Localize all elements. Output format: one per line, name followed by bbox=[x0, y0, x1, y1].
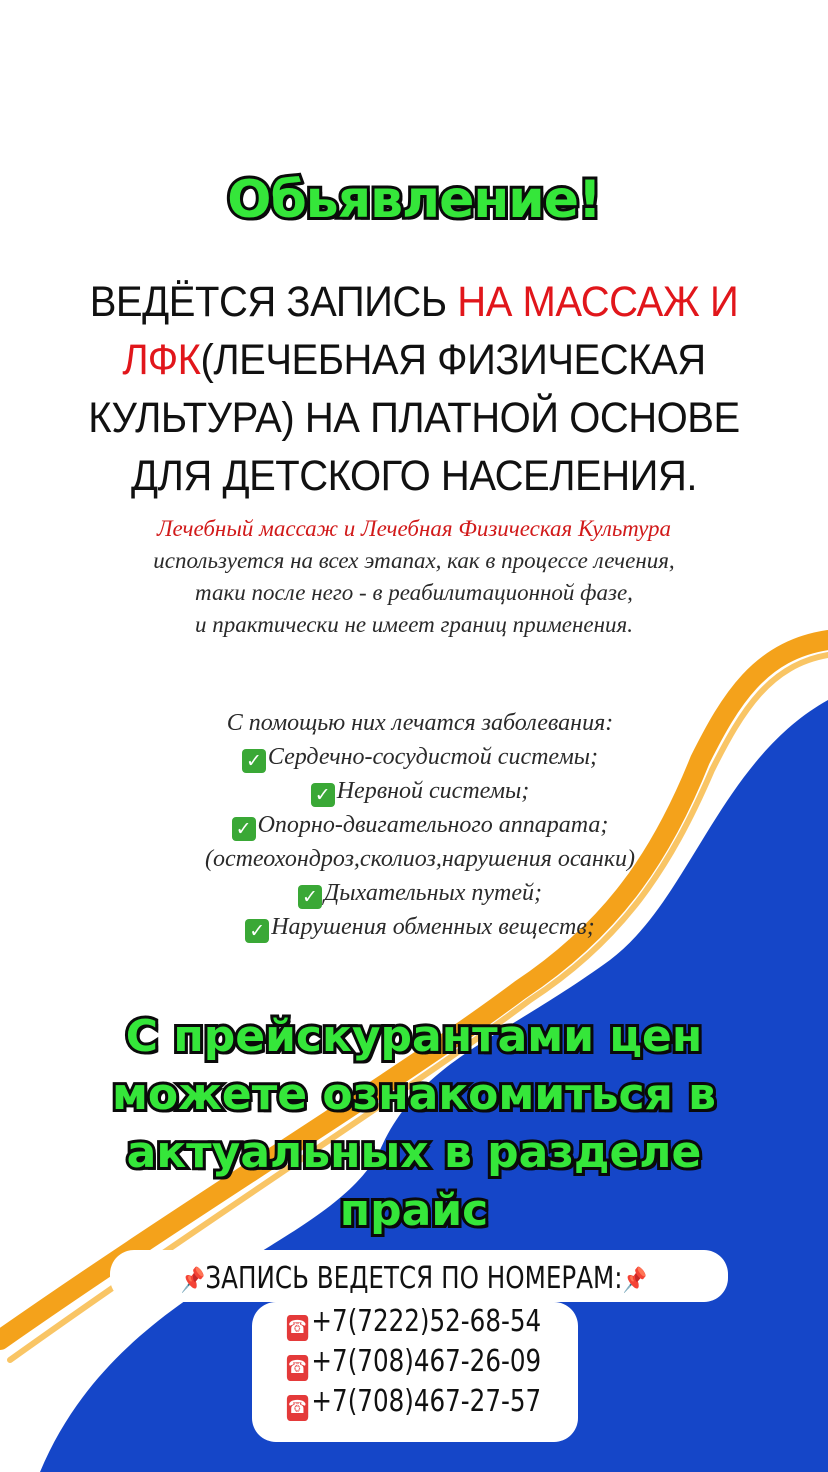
phone-row[interactable] bbox=[75, 1305, 754, 1341]
price-line: прайс bbox=[339, 1185, 489, 1236]
disease-label: Нарушения обменных веществ; bbox=[271, 914, 595, 940]
announce-line3: КУЛЬТУРА) НА ПЛАТНОЙ ОСНОВЕ bbox=[88, 394, 740, 442]
announce-highlight-massage: НА МАССАЖ И bbox=[457, 278, 739, 326]
pushpin-icon: 📌 bbox=[180, 1266, 206, 1294]
disease-label: Нервной системы; bbox=[336, 778, 530, 804]
phone-row[interactable] bbox=[75, 1345, 754, 1381]
disease-label: Опорно-двигательного аппарата; bbox=[257, 812, 609, 838]
phone-number[interactable]: +7(708)467-26-09 bbox=[311, 1344, 542, 1379]
contact-title bbox=[75, 1262, 754, 1297]
announcement-title: Обьявление! bbox=[227, 170, 601, 230]
announcement-text bbox=[57, 273, 771, 505]
announce-line1-a: ВЕДЁТСЯ ЗАПИСЬ bbox=[89, 278, 458, 326]
telephone-icon: ☎ bbox=[287, 1315, 308, 1341]
price-line: актуальных в разделе bbox=[126, 1127, 702, 1178]
intro-line: таки после него - в реабилитационной фазе, bbox=[195, 580, 633, 605]
disease-note: (остеохондроз,сколиоз,нарушения осанки) bbox=[204, 846, 636, 872]
list-item bbox=[110, 740, 730, 774]
phone-number[interactable]: +7(708)467-27-57 bbox=[311, 1384, 542, 1419]
pushpin-icon: 📌 bbox=[622, 1266, 648, 1294]
list-item bbox=[110, 774, 730, 808]
announce-line4: ДЛЯ ДЕТСКОГО НАСЕЛЕНИЯ. bbox=[130, 452, 698, 500]
check-box-icon: ✓ bbox=[245, 919, 269, 943]
diseases-list bbox=[110, 706, 730, 944]
price-line: можете ознакомиться в bbox=[111, 1069, 717, 1120]
intro-line: используется на всех этапах, как в процессе лечения, bbox=[153, 548, 675, 573]
telephone-icon: ☎ bbox=[287, 1355, 308, 1381]
disease-label: Дыхательных путей; bbox=[323, 880, 543, 906]
list-item bbox=[110, 808, 730, 842]
disease-label: Сердечно-сосудистой системы; bbox=[267, 744, 599, 770]
list-item bbox=[110, 910, 730, 944]
check-box-icon: ✓ bbox=[311, 783, 335, 807]
announce-line2-b: (ЛЕЧЕБНАЯ ФИЗИЧЕСКАЯ bbox=[200, 336, 706, 384]
intro-paragraph bbox=[40, 513, 788, 641]
check-box-icon: ✓ bbox=[298, 885, 322, 909]
check-box-icon: ✓ bbox=[232, 817, 256, 841]
price-line: С прейскурантами цен bbox=[125, 1011, 703, 1062]
intro-red-line: Лечебный массаж и Лечебная Физическая Культура bbox=[156, 516, 672, 541]
price-notice bbox=[80, 1008, 748, 1240]
list-item bbox=[110, 876, 730, 910]
telephone-icon: ☎ bbox=[287, 1395, 308, 1421]
diseases-heading: С помощью них лечатся заболевания: bbox=[226, 710, 614, 736]
phone-number[interactable]: +7(7222)52-68-54 bbox=[311, 1304, 542, 1339]
announce-highlight-lfk: ЛФК bbox=[122, 336, 201, 384]
check-box-icon: ✓ bbox=[242, 749, 266, 773]
phone-row[interactable] bbox=[75, 1385, 754, 1421]
contact-title-text: ЗАПИСЬ ВЕДЕТСЯ ПО НОМЕРАМ: bbox=[205, 1261, 623, 1296]
intro-line: и практически не имеет границ применения. bbox=[195, 612, 633, 637]
